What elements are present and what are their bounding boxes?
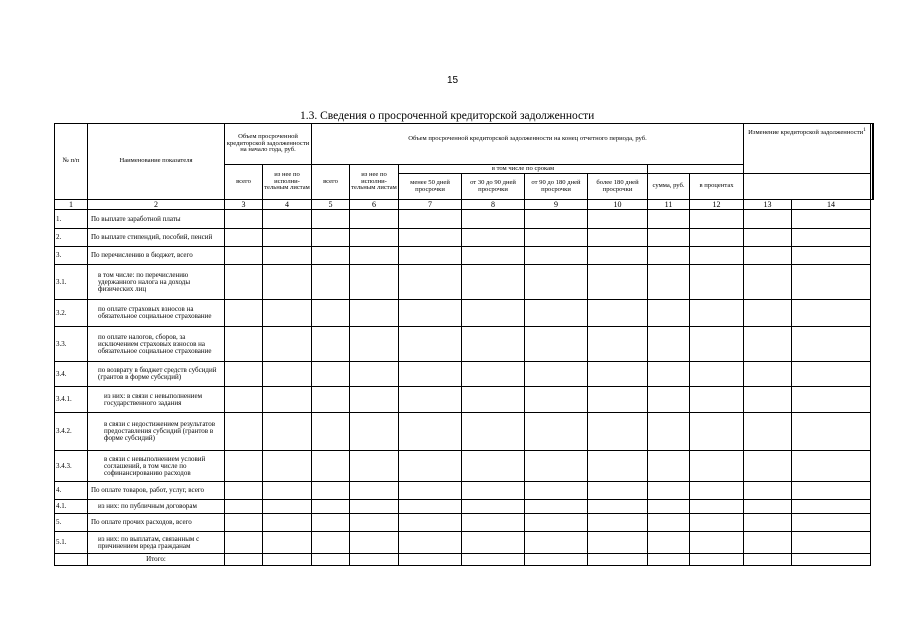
value-cell [588, 327, 648, 362]
value-cell [792, 265, 871, 300]
row-label: Итого: [88, 554, 225, 566]
col-number: 6 [350, 200, 399, 210]
value-cell [525, 362, 588, 387]
col-number: 11 [648, 200, 690, 210]
value-cell [462, 265, 525, 300]
value-cell [350, 362, 399, 387]
header-end-exec: из нее по исполни-тельным листам [350, 165, 399, 200]
value-cell [648, 300, 690, 327]
header-change-footnote: 1 [863, 127, 866, 133]
value-cell [312, 554, 350, 566]
value-cell [588, 247, 648, 265]
value-cell [399, 362, 462, 387]
row-number: 5. [55, 514, 88, 532]
header-start-volume: Объем просроченной кредиторской задолженности на начало года, руб. [225, 124, 312, 165]
value-cell [690, 229, 744, 247]
header-start-total: всего [225, 165, 263, 200]
value-cell [690, 327, 744, 362]
value-cell [263, 300, 312, 327]
value-cell [462, 210, 525, 229]
value-cell [744, 451, 792, 482]
value-cell [462, 387, 525, 413]
value-cell [690, 413, 744, 451]
table-row [55, 210, 874, 229]
value-cell [792, 554, 871, 566]
value-cell [744, 265, 792, 300]
row-number: 3.4.1. [55, 387, 88, 413]
value-cell [525, 387, 588, 413]
value-cell [350, 451, 399, 482]
value-cell [350, 554, 399, 566]
value-cell [648, 554, 690, 566]
row-number: 4. [55, 482, 88, 500]
value-cell [399, 265, 462, 300]
value-cell [792, 482, 871, 500]
page-number: 15 [446, 75, 459, 86]
value-cell [462, 362, 525, 387]
header-90-180: от 90 до 180 дней просрочки [525, 174, 588, 200]
table-row [55, 514, 874, 532]
value-cell [648, 229, 690, 247]
header-sum: сумма, руб. [648, 174, 690, 200]
value-cell [312, 482, 350, 500]
value-cell [462, 532, 525, 554]
row-label: по оплате страховых взносов на обязательное социальное страхование [88, 300, 225, 327]
value-cell [263, 362, 312, 387]
value-cell [312, 514, 350, 532]
value-cell [744, 500, 792, 514]
value-cell [350, 300, 399, 327]
value-cell [462, 554, 525, 566]
value-cell [525, 229, 588, 247]
value-cell [792, 327, 871, 362]
header-end-total: всего [312, 165, 350, 200]
header-change-text: Изменение кредиторской задолженности [748, 129, 864, 137]
header-30-90: от 30 до 90 дней просрочки [462, 174, 525, 200]
value-cell [263, 554, 312, 566]
value-cell [525, 451, 588, 482]
value-cell [263, 482, 312, 500]
header-end-volume: Объем просроченной кредиторской задолженности на конец отчетного периода, руб. [312, 124, 744, 165]
value-cell [690, 362, 744, 387]
value-cell [462, 300, 525, 327]
table-row [55, 362, 874, 387]
value-cell [588, 500, 648, 514]
row-number: 3.4.3. [55, 451, 88, 482]
value-cell [350, 514, 399, 532]
value-cell [792, 247, 871, 265]
value-cell [263, 327, 312, 362]
value-cell [690, 247, 744, 265]
value-cell [462, 451, 525, 482]
value-cell [792, 532, 871, 554]
value-cell [225, 229, 263, 247]
value-cell [225, 387, 263, 413]
value-cell [525, 247, 588, 265]
value-cell [350, 327, 399, 362]
value-cell [588, 300, 648, 327]
value-cell [263, 247, 312, 265]
value-cell [744, 514, 792, 532]
value-cell [263, 500, 312, 514]
value-cell [263, 451, 312, 482]
value-cell [399, 554, 462, 566]
value-cell [462, 327, 525, 362]
row-label: из них: по публичным договорам [88, 500, 225, 514]
value-cell [350, 210, 399, 229]
row-label: в связи с невыполнением условий соглашений, в том числе по софинансированию расходов [88, 451, 225, 482]
value-cell [525, 265, 588, 300]
value-cell [350, 500, 399, 514]
col-number: 13 [744, 200, 792, 210]
row-label: По выплате стипендий, пособий, пенсий [88, 229, 225, 247]
value-cell [690, 300, 744, 327]
col-number: 5 [312, 200, 350, 210]
value-cell [350, 532, 399, 554]
value-cell [792, 229, 871, 247]
value-cell [648, 362, 690, 387]
row-number: 1. [55, 210, 88, 229]
row-number: 3.4. [55, 362, 88, 387]
value-cell [648, 387, 690, 413]
value-cell [525, 210, 588, 229]
value-cell [588, 413, 648, 451]
value-cell [399, 247, 462, 265]
header-less-50: менее 50 дней просрочки [399, 174, 462, 200]
value-cell [690, 387, 744, 413]
value-cell [263, 532, 312, 554]
value-cell [399, 300, 462, 327]
value-cell [525, 300, 588, 327]
value-cell [744, 229, 792, 247]
value-cell [350, 247, 399, 265]
value-cell [399, 500, 462, 514]
value-cell [744, 532, 792, 554]
value-cell [225, 327, 263, 362]
value-cell [648, 451, 690, 482]
column-numbers-row [55, 200, 874, 210]
value-cell [792, 451, 871, 482]
col-number: 10 [588, 200, 648, 210]
row-number: 4.1. [55, 500, 88, 514]
header-more-180: более 180 дней просрочки [588, 174, 648, 200]
value-cell [399, 327, 462, 362]
value-cell [462, 514, 525, 532]
table-row [55, 500, 874, 514]
value-cell [399, 532, 462, 554]
value-cell [792, 500, 871, 514]
col-number: 9 [525, 200, 588, 210]
value-cell [648, 532, 690, 554]
value-cell [312, 210, 350, 229]
header-num: № п/п [55, 124, 88, 200]
value-cell [312, 327, 350, 362]
value-cell [399, 229, 462, 247]
col-number: 14 [792, 200, 871, 210]
table-row [55, 327, 874, 362]
row-number: 2. [55, 229, 88, 247]
value-cell [648, 482, 690, 500]
value-cell [225, 554, 263, 566]
value-cell [462, 413, 525, 451]
value-cell [462, 229, 525, 247]
value-cell [744, 300, 792, 327]
value-cell [225, 210, 263, 229]
col-number: 4 [263, 200, 312, 210]
header-measures [872, 124, 873, 200]
value-cell [399, 482, 462, 500]
value-cell [648, 500, 690, 514]
col-number: 7 [399, 200, 462, 210]
header-percent: в процентах [690, 174, 744, 200]
value-cell [744, 210, 792, 229]
value-cell [312, 229, 350, 247]
value-cell [525, 554, 588, 566]
value-cell [225, 532, 263, 554]
row-number: 3.1. [55, 265, 88, 300]
row-label: по оплате налогов, сборов, за исключением страховых взносов на обязательное социальное страхование [88, 327, 225, 362]
value-cell [462, 500, 525, 514]
row-number: 3.4.2. [55, 413, 88, 451]
value-cell [350, 387, 399, 413]
value-cell [312, 500, 350, 514]
table-row [55, 229, 874, 247]
value-cell [312, 532, 350, 554]
value-cell [744, 413, 792, 451]
value-cell [225, 500, 263, 514]
row-label: в том числе: по перечислению удержанного налога на доходы физических лиц [88, 265, 225, 300]
value-cell [525, 413, 588, 451]
row-label: По выплате заработной платы [88, 210, 225, 229]
value-cell [263, 413, 312, 451]
row-label: в связи с недостижением результатов предоставления субсидий (грантов в форме субсидий) [88, 413, 225, 451]
value-cell [588, 482, 648, 500]
value-cell [690, 265, 744, 300]
value-cell [312, 300, 350, 327]
header-name: Наименование показателя [88, 124, 225, 200]
value-cell [690, 514, 744, 532]
value-cell [792, 300, 871, 327]
value-cell [312, 362, 350, 387]
overdue-payables-table [54, 123, 874, 566]
row-label: По оплате товаров, работ, услуг, всего [88, 482, 225, 500]
value-cell [588, 451, 648, 482]
header-start-exec: из нее по исполни-тельным листам [263, 165, 312, 200]
value-cell [312, 247, 350, 265]
value-cell [263, 514, 312, 532]
value-cell [648, 327, 690, 362]
value-cell [399, 514, 462, 532]
value-cell [525, 500, 588, 514]
value-cell [263, 265, 312, 300]
value-cell [648, 265, 690, 300]
row-label: по возврату в бюджет средств субсидий (грантов в форме субсидий) [88, 362, 225, 387]
value-cell [744, 327, 792, 362]
table-row [55, 247, 874, 265]
value-cell [690, 500, 744, 514]
col-number: 12 [690, 200, 744, 210]
value-cell [350, 413, 399, 451]
value-cell [350, 229, 399, 247]
value-cell [690, 482, 744, 500]
value-cell [588, 532, 648, 554]
value-cell [350, 265, 399, 300]
value-cell [792, 387, 871, 413]
table-row [55, 413, 874, 451]
value-cell [312, 451, 350, 482]
value-cell [312, 413, 350, 451]
value-cell [648, 514, 690, 532]
value-cell [792, 210, 871, 229]
value-cell [399, 451, 462, 482]
value-cell [263, 229, 312, 247]
value-cell [690, 451, 744, 482]
value-cell [263, 387, 312, 413]
value-cell [525, 514, 588, 532]
table-row [55, 265, 874, 300]
table-row [55, 482, 874, 500]
row-label: из них: в связи с невыполнением государственного задания [88, 387, 225, 413]
value-cell [648, 413, 690, 451]
value-cell [744, 362, 792, 387]
table-row [55, 554, 874, 566]
value-cell [399, 413, 462, 451]
value-cell [225, 514, 263, 532]
value-cell [225, 362, 263, 387]
value-cell [588, 210, 648, 229]
col-number: 8 [462, 200, 525, 210]
value-cell [350, 482, 399, 500]
value-cell [263, 210, 312, 229]
value-cell [525, 532, 588, 554]
value-cell [744, 554, 792, 566]
value-cell [525, 482, 588, 500]
value-cell [792, 514, 871, 532]
col-number: 3 [225, 200, 263, 210]
value-cell [744, 482, 792, 500]
value-cell [312, 387, 350, 413]
value-cell [225, 247, 263, 265]
value-cell [225, 482, 263, 500]
row-label: По перечислению в бюджет, всего [88, 247, 225, 265]
col-number: 2 [88, 200, 225, 210]
value-cell [690, 210, 744, 229]
header-by-terms: в том числе по срокам [399, 165, 648, 174]
table-row [55, 300, 874, 327]
col-number: 1 [55, 200, 88, 210]
value-cell [588, 362, 648, 387]
value-cell [792, 413, 871, 451]
value-cell [588, 387, 648, 413]
row-label: По оплате прочих расходов, всего [88, 514, 225, 532]
section-title: 1.3. Сведения о просроченной кредиторской задолженности [300, 110, 595, 122]
value-cell [744, 387, 792, 413]
row-number: 5.1. [55, 532, 88, 554]
value-cell [690, 554, 744, 566]
value-cell [399, 210, 462, 229]
value-cell [225, 413, 263, 451]
row-number: 3. [55, 247, 88, 265]
value-cell [462, 482, 525, 500]
row-number: 3.2. [55, 300, 88, 327]
value-cell [225, 265, 263, 300]
value-cell [525, 327, 588, 362]
row-number: 3.3. [55, 327, 88, 362]
value-cell [690, 532, 744, 554]
value-cell [744, 247, 792, 265]
value-cell [648, 247, 690, 265]
value-cell [399, 387, 462, 413]
value-cell [588, 265, 648, 300]
table-row [55, 387, 874, 413]
value-cell [225, 451, 263, 482]
value-cell [588, 554, 648, 566]
value-cell [312, 265, 350, 300]
value-cell [588, 229, 648, 247]
value-cell [225, 300, 263, 327]
value-cell [588, 514, 648, 532]
row-number [55, 554, 88, 566]
value-cell [792, 362, 871, 387]
value-cell [648, 210, 690, 229]
header-change [744, 124, 871, 174]
table-row [55, 451, 874, 482]
value-cell [462, 247, 525, 265]
table-row [55, 532, 874, 554]
row-label: из них: по выплатам, связанным с причинением вреда гражданам [88, 532, 225, 554]
